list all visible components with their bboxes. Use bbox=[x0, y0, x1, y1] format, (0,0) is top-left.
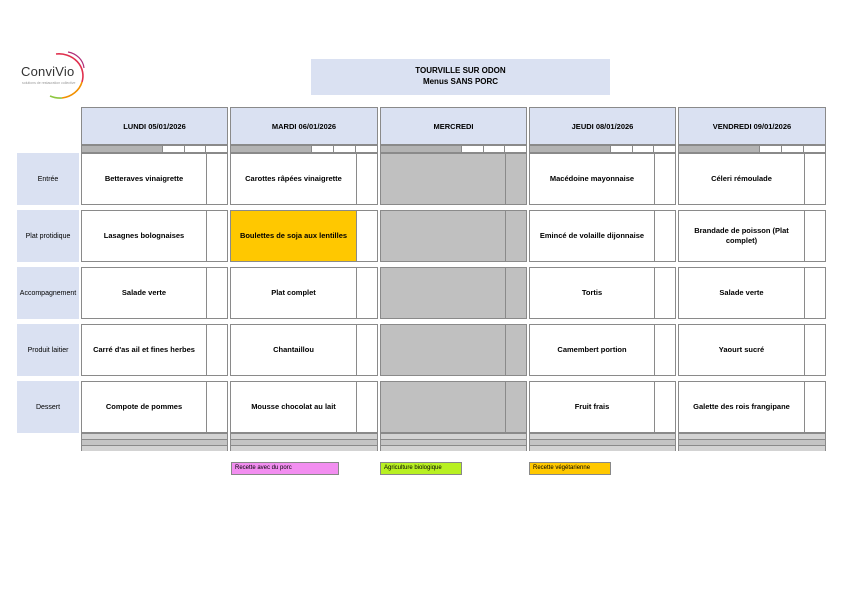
menu-cell bbox=[230, 153, 378, 205]
legend-bio: Agriculture biologique bbox=[380, 462, 462, 475]
dish-name: Galette des rois frangipane bbox=[679, 382, 805, 432]
day-header-monday: LUNDI 05/01/2026 bbox=[81, 107, 228, 145]
menu-cell bbox=[529, 381, 676, 433]
menu-cell bbox=[529, 267, 676, 319]
dish-name: Fruit frais bbox=[530, 382, 655, 432]
day-header-wednesday: MERCREDI bbox=[380, 107, 527, 145]
dish-name: Brandade de poisson (Plat complet) bbox=[679, 211, 805, 261]
day-subheader bbox=[81, 145, 228, 153]
row-label-plat: Plat protidique bbox=[17, 210, 79, 262]
menu-cell bbox=[678, 153, 826, 205]
title-town: TOURVILLE SUR ODON bbox=[415, 66, 506, 75]
footer-stripes bbox=[230, 433, 378, 451]
row-label-accompagnement: Accompagnement bbox=[17, 267, 79, 319]
menu-cell bbox=[529, 153, 676, 205]
menu-cell bbox=[678, 324, 826, 376]
dish-name: Céleri rémoulade bbox=[679, 154, 805, 204]
menu-cell bbox=[81, 210, 228, 262]
menu-cell-closed bbox=[380, 381, 527, 433]
menu-title bbox=[311, 59, 610, 95]
legend-porc: Recette avec du porc bbox=[231, 462, 339, 475]
day-subheader bbox=[678, 145, 826, 153]
dish-name: Chantaillou bbox=[231, 325, 357, 375]
dish-name: Plat complet bbox=[231, 268, 357, 318]
dish-name: Salade verte bbox=[82, 268, 207, 318]
convivio-logo bbox=[18, 48, 90, 100]
menu-cell-closed bbox=[380, 324, 527, 376]
menu-cell bbox=[81, 324, 228, 376]
day-header-thursday: JEUDI 08/01/2026 bbox=[529, 107, 676, 145]
menu-cell bbox=[81, 153, 228, 205]
day-subheader bbox=[230, 145, 378, 153]
menu-cell bbox=[678, 267, 826, 319]
day-header-tuesday: MARDI 06/01/2026 bbox=[230, 107, 378, 145]
footer-stripes bbox=[678, 433, 826, 451]
menu-cell bbox=[230, 267, 378, 319]
menu-cell-vegetarian bbox=[230, 210, 378, 262]
menu-cell bbox=[529, 210, 676, 262]
menu-cell bbox=[230, 324, 378, 376]
menu-cell-closed bbox=[380, 153, 527, 205]
dish-name: Boulettes de soja aux lentilles bbox=[231, 211, 357, 261]
row-label-entree: Entrée bbox=[17, 153, 79, 205]
logo-tagline: solutions de restauration collective bbox=[22, 81, 76, 85]
menu-cell-closed bbox=[380, 210, 527, 262]
dish-name: Mousse chocolat au lait bbox=[231, 382, 357, 432]
dish-name: Macédoine mayonnaise bbox=[530, 154, 655, 204]
footer-stripes bbox=[380, 433, 527, 451]
dish-name: Emincé de volaille dijonnaise bbox=[530, 211, 655, 261]
dish-name: Lasagnes bolognaises bbox=[82, 211, 207, 261]
menu-cell-closed bbox=[380, 267, 527, 319]
row-label-dessert: Dessert bbox=[17, 381, 79, 433]
dish-name: Tortis bbox=[530, 268, 655, 318]
day-subheader bbox=[380, 145, 527, 153]
dish-name: Carré d'as ail et fines herbes bbox=[82, 325, 207, 375]
dish-name: Camembert portion bbox=[530, 325, 655, 375]
menu-cell bbox=[529, 324, 676, 376]
menu-cell bbox=[81, 267, 228, 319]
footer-stripes bbox=[81, 433, 228, 451]
footer-stripes bbox=[529, 433, 676, 451]
menu-cell bbox=[81, 381, 228, 433]
menu-cell bbox=[678, 210, 826, 262]
row-label-produit-laitier: Produit laitier bbox=[17, 324, 79, 376]
menu-cell bbox=[230, 381, 378, 433]
day-subheader bbox=[529, 145, 676, 153]
dish-name: Betteraves vinaigrette bbox=[82, 154, 207, 204]
dish-name: Salade verte bbox=[679, 268, 805, 318]
dish-name: Yaourt sucré bbox=[679, 325, 805, 375]
menu-cell bbox=[678, 381, 826, 433]
logo-name: ConviVio bbox=[21, 64, 75, 79]
legend-vegetarian: Recette végétarienne bbox=[529, 462, 611, 475]
dish-name: Carottes râpées vinaigrette bbox=[231, 154, 357, 204]
dish-name: Compote de pommes bbox=[82, 382, 207, 432]
day-header-friday: VENDREDI 09/01/2026 bbox=[678, 107, 826, 145]
title-menu-type: Menus SANS PORC bbox=[422, 77, 499, 86]
